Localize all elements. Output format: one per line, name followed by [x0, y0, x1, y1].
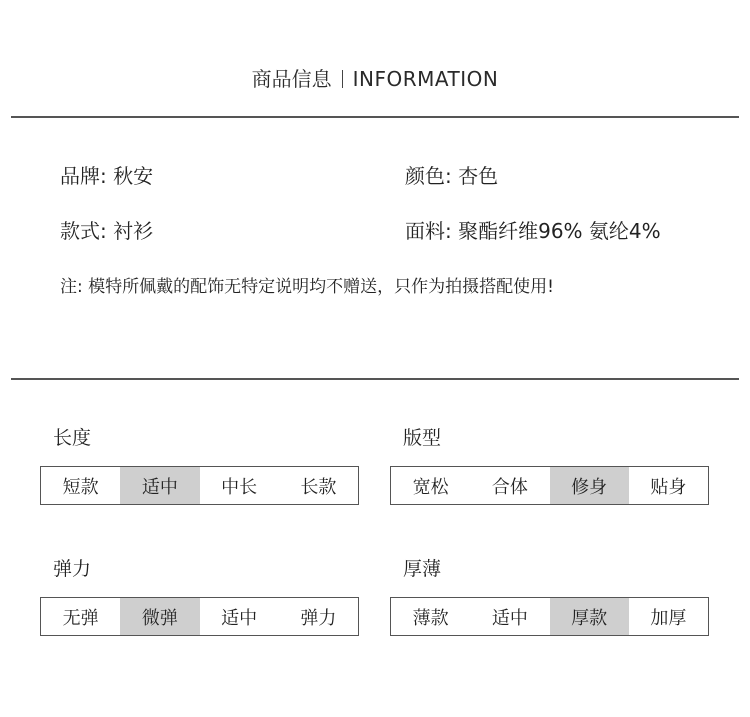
elasticity-option: 适中 [221, 607, 258, 629]
note-text: 注: 模特所佩戴的配饰无特定说明均不赠送，只作为拍摄搭配使用! [60, 277, 554, 297]
fit-option: 修身 [550, 467, 629, 504]
length-option: 适中 [120, 467, 199, 504]
fit-option: 合体 [491, 476, 528, 498]
length-scale [40, 466, 359, 505]
section-header [0, 64, 750, 94]
brand-text: 品牌: 秋安 [60, 164, 154, 188]
header-title-cn: 商品信息 [251, 67, 332, 91]
thickness-option: 适中 [491, 607, 528, 629]
thickness-option: 加厚 [650, 607, 687, 629]
length-option: 中长 [221, 476, 258, 498]
color-text: 颜色: 杏色 [405, 164, 499, 188]
fit-option: 宽松 [412, 476, 449, 498]
elasticity-scale [40, 597, 359, 636]
header-title-en: INFORMATION [352, 67, 499, 91]
thickness-label: 厚薄 [403, 558, 442, 580]
elasticity-option: 微弹 [120, 598, 199, 635]
length-option: 短款 [62, 476, 99, 498]
elasticity-option: 弹力 [300, 607, 337, 629]
fit-option: 贴身 [650, 476, 687, 498]
thickness-scale [390, 597, 709, 636]
fabric-text: 面料: 聚酯纤维96% 氨纶4% [405, 219, 661, 243]
thickness-option: 厚款 [550, 598, 629, 635]
header-divider [342, 70, 343, 88]
elasticity-option: 无弹 [62, 607, 99, 629]
top-divider [11, 116, 739, 118]
length-option: 长款 [300, 476, 337, 498]
fit-scale [390, 466, 709, 505]
elasticity-label: 弹力 [53, 558, 92, 580]
length-label: 长度 [53, 427, 92, 449]
thickness-option: 薄款 [412, 607, 449, 629]
fit-label: 版型 [403, 427, 442, 449]
style-text: 款式: 衬衫 [60, 219, 154, 243]
middle-divider [11, 378, 739, 380]
